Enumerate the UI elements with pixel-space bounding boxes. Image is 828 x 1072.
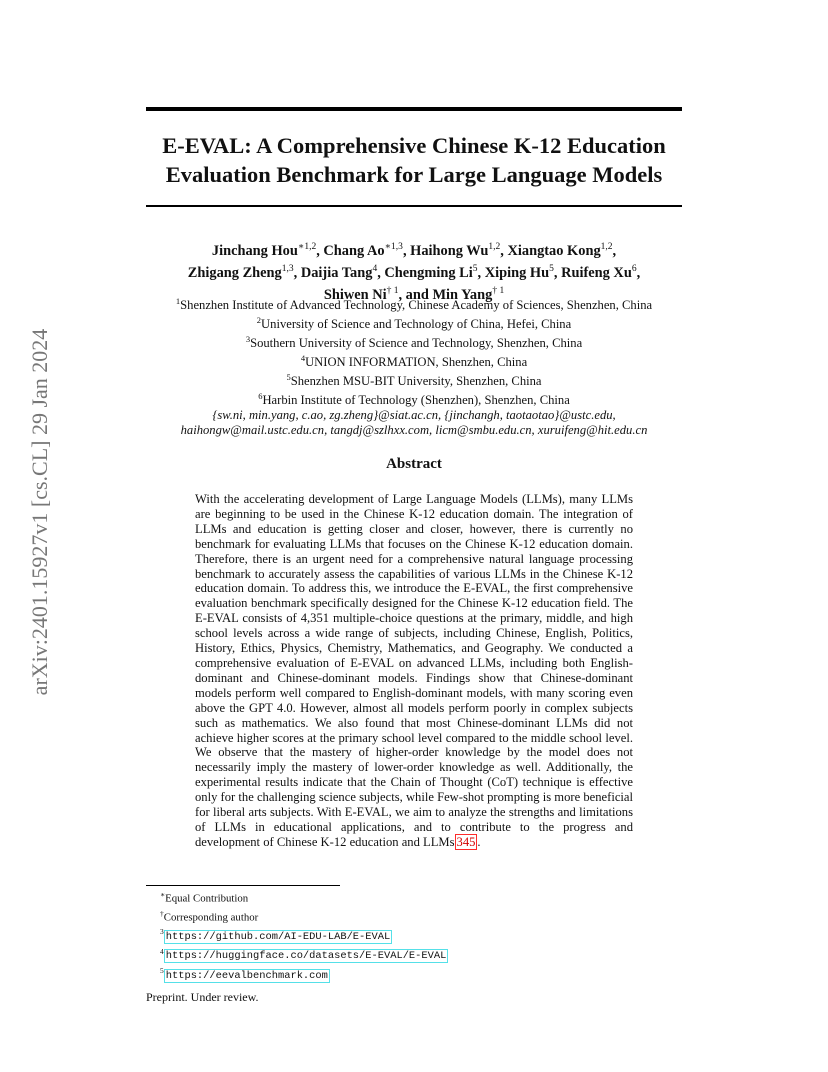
- arxiv-stamp: arXiv:2401.15927v1 [cs.CL] 29 Jan 2024: [27, 328, 52, 696]
- author-name: Chang Ao: [323, 242, 385, 259]
- author-name: Daijia Tang: [300, 264, 373, 281]
- author-name: Ruifeng Xu: [561, 264, 632, 281]
- footnote-url: $^5$ https://eevalbenchmark.com: [160, 966, 328, 982]
- author-name: Zhigang Zheng: [187, 264, 282, 281]
- preprint-note: Preprint. Under review.: [146, 990, 259, 1004]
- title-line-2: Evaluation Benchmark for Large Language Models: [165, 162, 663, 187]
- affiliation: $^2$University of Science and Technology of China, Hefei, China: [256, 314, 572, 332]
- author-name: Xiping Hu: [484, 264, 550, 281]
- email-line-2: haihongw@mail.ustc.edu.cn, tangdj@szlhxx.com, licm@smbu.edu.cn, xuruifeng@hit.edu.cn: [180, 422, 648, 437]
- footnote-url: $^4$ https://huggingface.co/datasets/E-EVAL/E-EVAL: [160, 946, 447, 963]
- author-name: Haihong Wu: [410, 242, 489, 259]
- author-name: Jinchang Hou: [211, 242, 298, 259]
- footnote-ref-link[interactable]: 345: [456, 834, 476, 849]
- affiliation: $^1$Shenzhen Institute of Advanced Technology, Chinese Academy of Sciences, Shenzhen, China: [175, 296, 653, 313]
- author-name: Xiangtao Kong: [507, 242, 601, 259]
- author-name: Shiwen Ni: [323, 286, 387, 303]
- top-rule: [146, 107, 682, 111]
- title-bottom-rule: [146, 205, 682, 207]
- footnote-equal: ∗Equal Contribution: [160, 890, 249, 905]
- affiliation-list: [120, 294, 708, 438]
- footnotes: [160, 888, 448, 984]
- email-line-1: {sw.ni, min.yang, c.ao, zg.zheng}@siat.ac.cn, {jinchangh, taotaotao}@ustc.edu,: [212, 407, 616, 422]
- github-link[interactable]: https://github.com/AI-EDU-LAB/E-EVAL: [165, 930, 391, 943]
- paper-title: [146, 131, 682, 189]
- title-line-1: E-EVAL: A Comprehensive Chinese K-12 Education: [162, 133, 666, 158]
- affiliation: $^3$Southern University of Science and Technology, Shenzhen, China: [245, 333, 583, 351]
- abstract-body: With the accelerating development of Large Language Models (LLMs), many LLMs are beginning to be used in the Chinese K-12 education domain. The integration of LLMs and education is getting closer and closer, however, there is currently no benchmark for evaluating LLMs that focuses on the Chinese K-12 education domain. Therefore, there is an urgent need for a comprehensive natural language processing benchmark to accurately assess the capabilities of various LLMs in the Chinese K-12 education domain. To address this, we introduce the E-EVAL, the first comprehensive evaluation benchmark specifically designed for the Chinese K-12 education field. The E-EVAL consists of 4,351 multiple-choice questions at the primary, middle, and high school levels across a wide range of subjects, including Chinese, English, Politics, History, Ethics, Physics, Chemistry, Mathematics, and Geography. We conducted a comprehensive evaluation of E-EVAL on advanced LLMs, including both English-dominant and Chinese-dominant models. Findings show that Chinese-dominant models perform well compared to English-dominant models, with many scoring even above the GPT 4.0. However, almost all models perform poorly in complex subjects such as mathematics. We also found that most Chinese-dominant LLMs did not achieve higher scores at the primary school level compared to the middle school level. We observe that the mastery of higher-order knowledge by the model does not necessarily imply the mastery of lower-order knowledge as well. Additionally, the experimental results indicate that the Chain of Thought (CoT) technique is effective only for the challenging science subjects, while Few-shot prompting is more beneficial for liberal arts subjects. With E-EVAL, we aim to analyze the strengths and limitations of LLMs in educational applications, and to contribute to the progress and development of Chinese K-12 education and LLMs 345 .: [195, 492, 633, 849]
- author-list: Jinchang Hou$^{∗1,2}$, Chang $Ao^{∗1,3}$, Haihong Wu$^{1,2}$, Xiangtao Kong$^{1,2}$, Zhigang Zheng$^{1,3}$, Daijia Tang$^4$, Chengming Li$^5$, Xiping Hu$^5$, Ruifeng Xu$^6$, Shiwen Ni$^{\dagger 1}$, and Min Yang$^{\dagger 1}$: [187, 242, 641, 303]
- footnote-rule: [146, 885, 340, 886]
- huggingface-link[interactable]: https://huggingface.co/datasets/E-EVAL/E-EVAL: [165, 950, 447, 963]
- affiliation: $^5$Shenzhen MSU-BIT University, Shenzhen, China: [286, 371, 542, 389]
- author-name: Min Yang: [432, 286, 493, 303]
- affiliation: $^6$Harbin Institute of Technology (Shenzhen), Shenzhen, China: [258, 390, 570, 408]
- footnote-url: $^3$ https://github.com/AI-EDU-LAB/E-EVAL: [160, 927, 391, 943]
- abstract-heading: Abstract: [386, 456, 442, 472]
- website-link[interactable]: https://eevalbenchmark.com: [165, 969, 328, 982]
- author-name: Chengming Li: [384, 264, 473, 281]
- footnote-corresponding: †Corresponding author: [160, 908, 259, 924]
- affiliation: $^4$UNION INFORMATION, Shenzhen, China: [300, 352, 528, 370]
